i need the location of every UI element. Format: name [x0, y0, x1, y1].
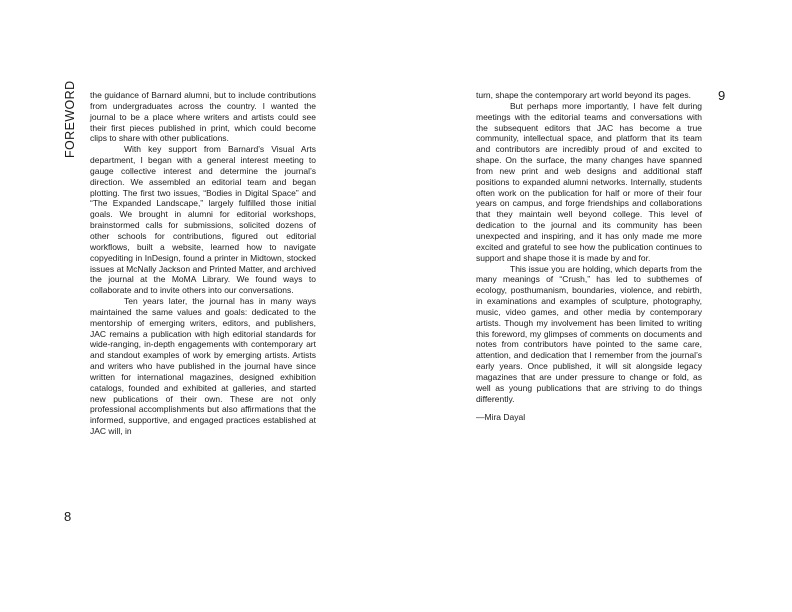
page-number-left: 8: [64, 509, 72, 524]
paragraph: the guidance of Barnard alumni, but to include contributions from undergraduates across the country. I wanted the journal to be a place where writers and artists could see their first pieces published in print, which could become clips to share with other publications.: [90, 90, 316, 144]
left-text-column: [90, 90, 316, 437]
paragraph: turn, shape the contemporary art world beyond its pages.: [476, 90, 691, 100]
page-number-right: 9: [718, 88, 726, 103]
paragraph: With key support from Barnard’s Visual Arts department, I began with a general interest meeting to gauge collective interest and determine the journal’s direction. We assembled an editorial team and began plotting. The first two issues, “Bodies in Digital Space” and “The Expanded Landscape,” largely fulfilled those initial goals. We brought in alumni for editorial workshops, brainstormed calls for submissions, solicited dozens of other schools for contributions, figured out editorial workflows, built a website, learned how to navigate copyediting in InDesign, found a printer in Midtown, stocked issues at McNally Jackson and Printed Matter, and archived the journal at the MoMA Library. We found ways to collaborate and to invite others into our conversations.: [90, 144, 316, 296]
author-signature: —Mira Dayal: [476, 412, 526, 423]
paragraph: This issue you are holding, which departs from the many meanings of “Crush,” has led to subthemes of ecology, posthumanism, boundaries, violence, and rebirth, in examinations and examples of sculpture, photography, music, video games, and other media by contemporary artists. Though my involvement has been limited to writing this foreword, my glimpses of comments on documents and notes from contributors have pointed to the same care, attention, and dedication that I remember from the journal’s early years. Once published, it will sit alongside legacy magazines that are under pressure to change or fold, as well as young publications that are striving to do things differently.: [476, 263, 702, 404]
section-label-foreword: FOREWORD: [63, 80, 77, 158]
paragraph: But perhaps more importantly, I have felt during meetings with the editorial teams and conversations with the subsequent editors that JAC has become a true community, intellectual space, and platform that its team and contributors are incredibly proud of and excited to shape. On the surface, the many changes have spanned from new print and web designs and additional staff positions to expanded alumni networks. Internally, students often work on the publication for half or more of their four years on campus, and forge friendships and collaborations that they maintain well beyond college. This level of dedication to the journal and its community has been unexpected and inspiring, and it has only made me more excited and grateful to see how the publication continues to support and shape those it is made by and for.: [476, 100, 702, 263]
right-text-column: [476, 90, 702, 423]
paragraph: Ten years later, the journal has in many ways maintained the same values and goals: dedicated to the mentorship of emerging writers, editors, and publishers, JAC remains a publication with high editorial standards for wide-ranging, in-depth engagements with contemporary art and standout examples of work by emerging artists. Artists and writers who have published in the journal have since written for international magazines, designed exhibition catalogs, founded and exhibited at galleries, and started new publications of their own. These are not only professional accomplishments but also affirmations that the informed, supportive, and engaged practices established at JAC will, in: [90, 296, 316, 437]
